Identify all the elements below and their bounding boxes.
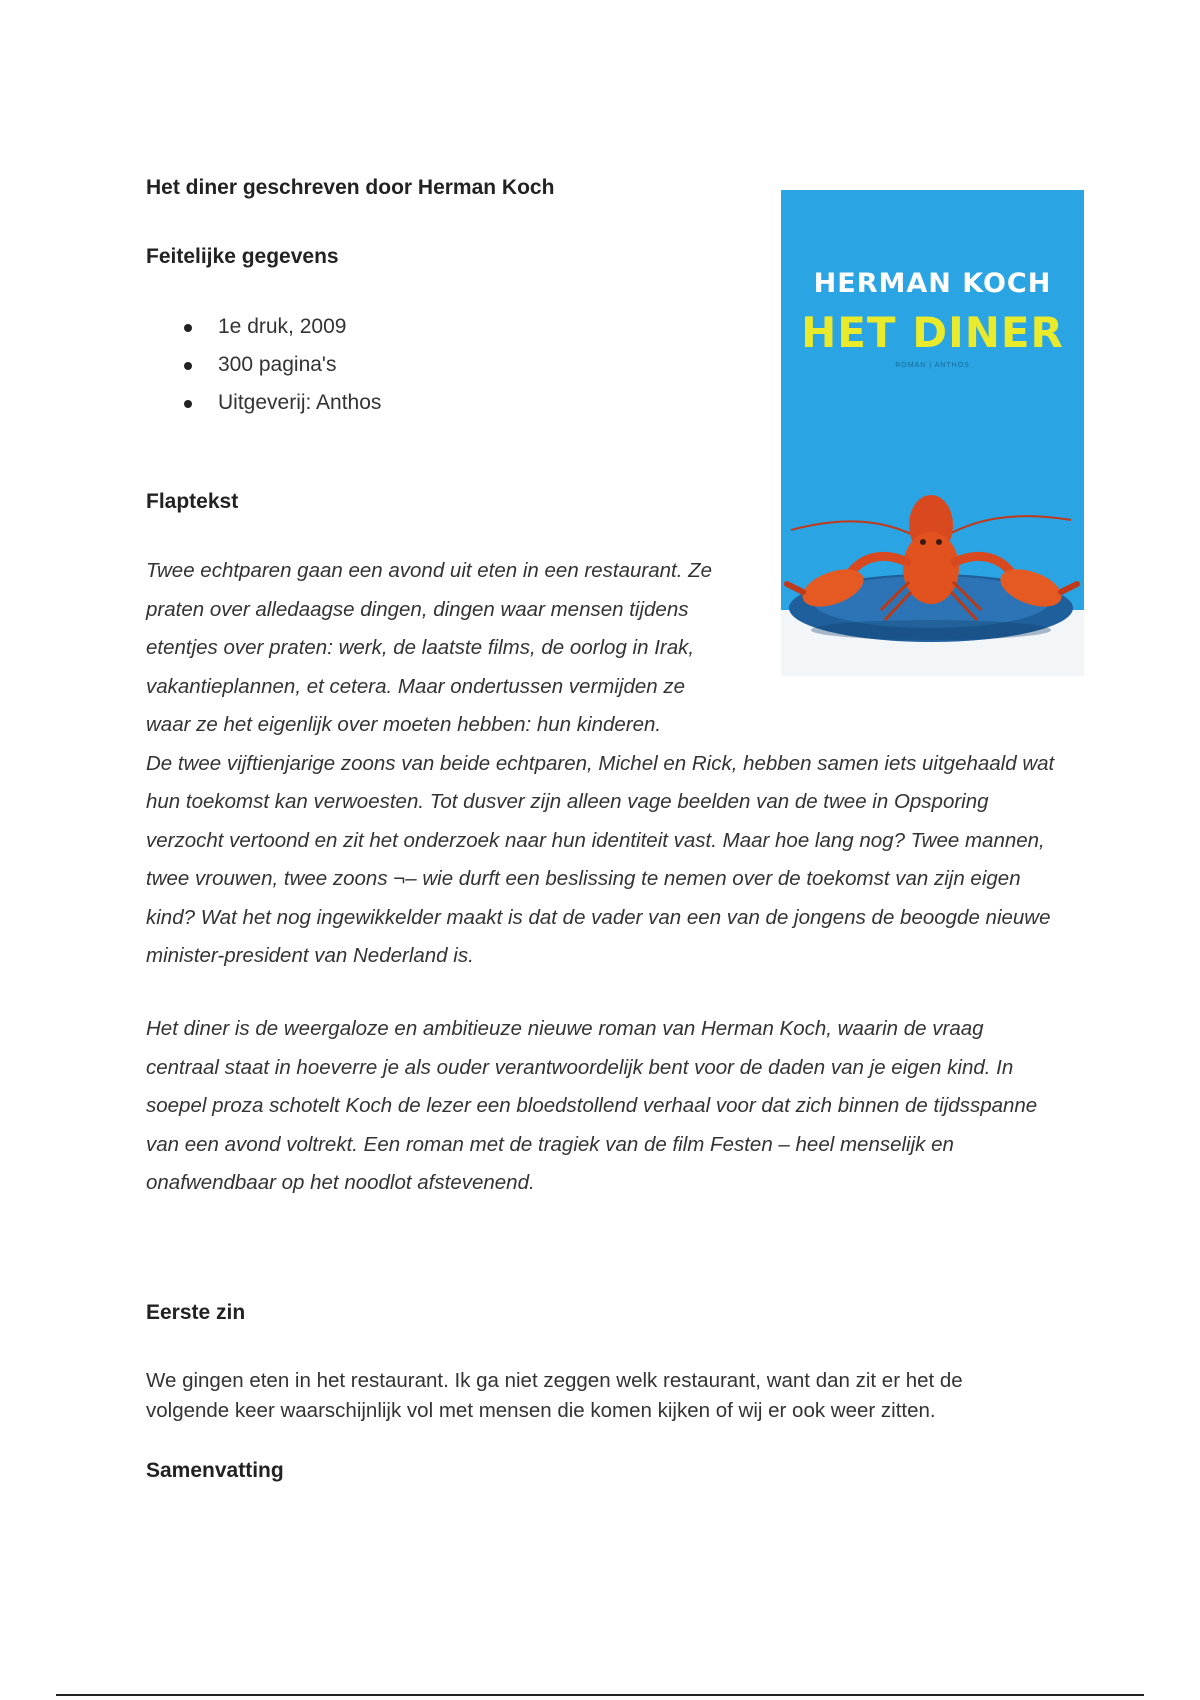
cover-publisher: ROMAN | ANTHOS xyxy=(895,362,970,369)
flap-paragraph-2: De twee vijftienjarige zoons van beide echtparen, Michel en Rick, hebben samen iets uitgehaald wat hun toekomst kan verwoesten. Tot dusver zijn alleen vage beelden van de twee in Opsporing verzocht vertoond en zit het onderzoek naar hun identiteit vast. Maar hoe lang nog? Twee mannen, twee vrouwen, twee zoons ¬– wie durft een beslissing te nemen over de toekomst van zijn eigen kind? Wat het nog ingewikkelder maakt is dat de vader van een van de jongens de beoogde nieuwe minister-president van Nederland is. xyxy=(146,751,1055,967)
book-cover-image xyxy=(781,190,1084,676)
facts-heading: Feitelijke gegevens xyxy=(146,245,339,268)
facts-list xyxy=(146,308,381,422)
lobster-plate-illustration xyxy=(781,190,1084,676)
list-item: 1e druk, 2009 xyxy=(146,308,381,346)
page-bottom-rule xyxy=(56,1694,1144,1696)
first-sentence-heading: Eerste zin xyxy=(146,1301,246,1324)
cover-author: HERMAN KOCH xyxy=(813,268,1052,299)
flap-paragraph-1: Twee echtparen gaan een avond uit eten in een restaurant. Ze praten over alledaagse dingen, dingen waar mensen tijdens etentjes over praten: werk, de laatste films, de oorlog in Irak, vakantieplannen, et cetera. Maar ondertussen vermijden ze waar ze het eigenlijk over moeten hebben: hun kinderen. xyxy=(146,559,713,736)
summary-heading: Samenvatting xyxy=(146,1459,284,1482)
list-item: 300 pagina's xyxy=(146,346,381,384)
document-title: Het diner geschreven door Herman Koch xyxy=(146,176,555,199)
flap-paragraph-3: Het diner is de weergaloze en ambitieuze nieuwe roman van Herman Koch, waarin de vraag centraal staat in hoeverre je als ouder verantwoordelijk bent voor de daden van je eigen kind. In soepel proza schotelt Koch de lezer een bloedstollend verhaal voor dat zich binnen de tijdsspanne van een avond voltrekt. Een roman met de tragiek van de film Festen – heel menselijk en onafwendbaar op het noodlot afstevenend. xyxy=(146,1017,1038,1194)
cover-title: HET DINER xyxy=(801,308,1064,357)
list-item: Uitgeverij: Anthos xyxy=(146,384,381,422)
flap-heading: Flaptekst xyxy=(146,490,239,513)
first-sentence: We gingen eten in het restaurant. Ik ga niet zeggen welk restaurant, want dan zit er het de volgende keer waarschijnlijk vol met mensen die komen kijken of wij er ook weer zitten. xyxy=(146,1369,963,1422)
